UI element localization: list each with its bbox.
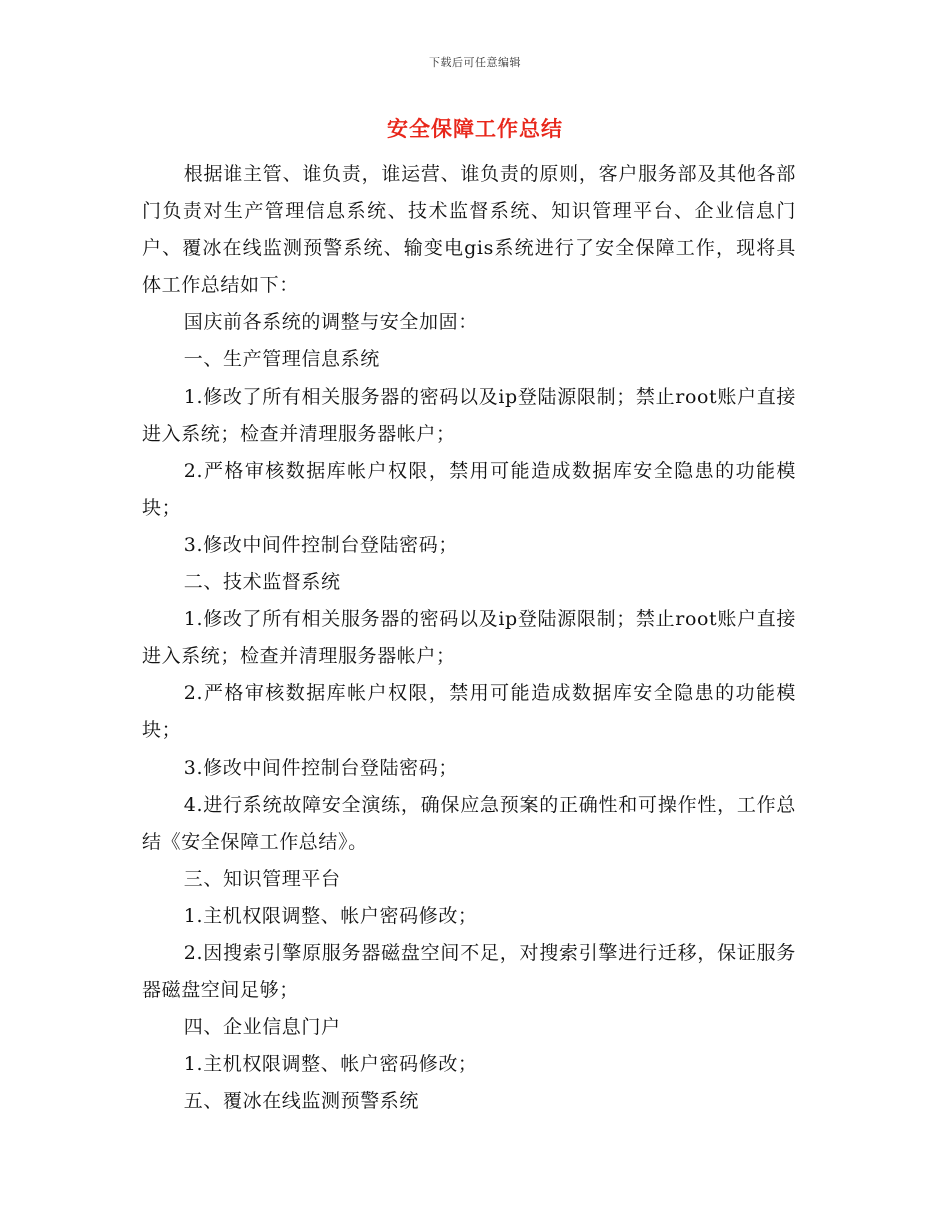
list-item: 1.主机权限调整、帐户密码修改； bbox=[183, 904, 478, 927]
section-heading-3: 三、知识管理平台 bbox=[183, 867, 341, 890]
list-item: 1.主机权限调整、帐户密码修改； bbox=[183, 1053, 478, 1076]
list-item: 3.修改中间件控制台登陆密码； bbox=[183, 533, 458, 556]
section-heading-4: 四、企业信息门户 bbox=[183, 1016, 341, 1039]
list-item: 1.修改了所有相关服务器的密码以及ip登陆源限制；禁止root账户直接进入系统；检查并清理服务器帐户； bbox=[142, 608, 796, 668]
document-body bbox=[142, 156, 796, 1120]
section-heading-5: 五、覆冰在线监测预警系统 bbox=[183, 1090, 419, 1113]
list-item: 2.严格审核数据库帐户权限，禁用可能造成数据库安全隐患的功能模块； bbox=[142, 459, 796, 519]
document-title: 安全保障工作总结 bbox=[387, 117, 563, 141]
paragraph-intro: 根据谁主管、谁负责，谁运营、谁负责的原则，客户服务部及其他各部门负责对生产管理信息系统、技术监督系统、知识管理平台、企业信息门户、覆冰在线监测预警系统、输变电gis系统进行了安全保障工作，现将具体工作总结如下： bbox=[142, 163, 796, 297]
list-item: 1.修改了所有相关服务器的密码以及ip登陆源限制；禁止root账户直接进入系统；检查并清理服务器帐户； bbox=[142, 385, 796, 445]
list-item: 2.因搜索引擎原服务器磁盘空间不足，对搜索引擎进行迁移，保证服务器磁盘空间足够； bbox=[142, 941, 796, 1002]
section-heading-1: 一、生产管理信息系统 bbox=[183, 348, 380, 371]
paragraph-preface: 国庆前各系统的调整与安全加固： bbox=[183, 311, 478, 334]
list-item: 2.严格审核数据库帐户权限，禁用可能造成数据库安全隐患的功能模块； bbox=[142, 682, 796, 742]
section-heading-2: 二、技术监督系统 bbox=[183, 571, 341, 594]
list-item: 3.修改中间件控制台登陆密码； bbox=[183, 756, 458, 779]
list-item: 4.进行系统故障安全演练，确保应急预案的正确性和可操作性，工作总结《安全保障工作总结》。 bbox=[142, 793, 796, 853]
header-note: 下载后可任意编辑 bbox=[429, 56, 521, 69]
